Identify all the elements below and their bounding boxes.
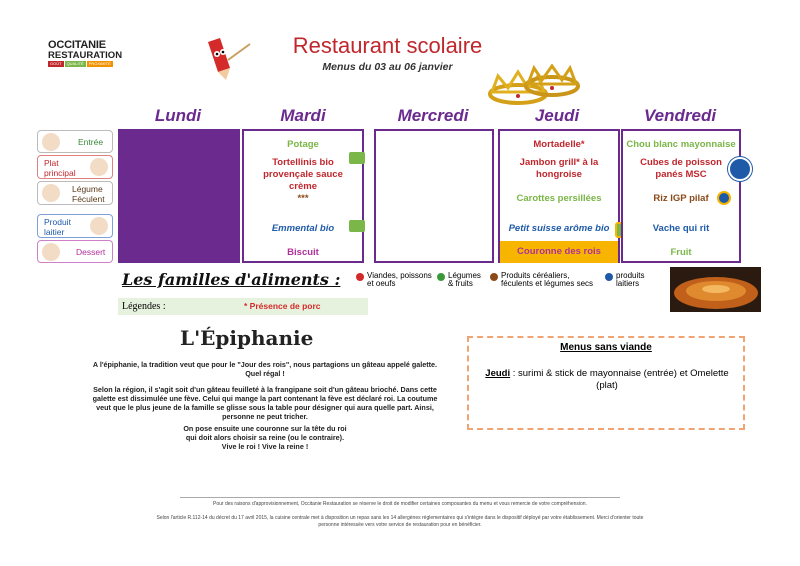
side-label-produit: Produit laitier	[37, 214, 113, 238]
chef-icon	[90, 158, 108, 176]
chef-icon	[42, 243, 60, 261]
menu-column-mercredi	[374, 129, 494, 263]
sans-viande-box	[467, 336, 745, 430]
vendredi-legume: Riz IGP pilaf	[653, 193, 709, 204]
brand-tag: GOÛT	[50, 61, 62, 66]
mardi-dessert: Biscuit	[287, 247, 319, 258]
chef-icon	[90, 217, 108, 235]
brand-tag: QUALITÉ	[66, 61, 84, 66]
brand-tag: PROXIMITÉ	[88, 61, 111, 66]
vendredi-entree: Chou blanc mayonnaise	[626, 139, 736, 150]
menu-column-jeudi	[498, 129, 620, 263]
famille-viandes: Viandes, poissons et oeufs	[356, 272, 434, 288]
jeudi-legume: Carottes persillées	[516, 193, 602, 204]
epiphanie-line: A l'épiphanie, la tradition veut que pour le "Jour des rois", nous partagions un gâteau appelé galette.	[92, 360, 438, 369]
bio-label-icon	[349, 220, 365, 232]
day-header-vendredi: Vendredi	[643, 106, 717, 125]
famille-dot	[605, 273, 613, 281]
mardi-entree: Potage	[287, 139, 319, 150]
side-label-dessert: Dessert	[37, 240, 113, 263]
crown-icon	[486, 64, 582, 110]
chef-icon	[42, 133, 60, 151]
galette-photo	[670, 267, 761, 312]
bio-label-icon	[349, 152, 365, 164]
sans-viande-title: Menus sans viande	[560, 342, 652, 353]
epiphanie-line: galette est dissimulée une fève. Celui qui mange la part contenant la fève est déclaré roi. La coutume	[92, 394, 438, 403]
epiphanie-line: On pose ensuite une couronne sur la tête du roi	[183, 424, 347, 433]
jeudi-dessert: Couronne des rois	[500, 241, 618, 263]
footer-line3: personne intéressée vers votre service de restauration pour en bénéficier.	[318, 522, 482, 528]
famille-legumes: Légumes & fruits	[437, 272, 487, 288]
famille-dot	[356, 273, 364, 281]
epiphanie-line: Quel régal !	[245, 369, 285, 378]
epiphanie-line: personne ne peut tricher.	[222, 412, 308, 421]
famille-dot	[490, 273, 498, 281]
side-label-entree: Entrée	[37, 130, 113, 153]
sans-viande-text: Jeudi : surimi & stick de mayonnaise (entrée) et Omelette (plat)	[485, 368, 729, 391]
mardi-laitier: Emmental bio	[271, 223, 335, 234]
day-header-lundi: Lundi	[154, 106, 202, 125]
day-header-jeudi: Jeudi	[534, 106, 580, 125]
mardi-plat: Tortellinis bio provençale sauce crème	[263, 157, 343, 192]
footer-divider	[180, 497, 620, 498]
chef-icon	[42, 184, 60, 202]
footer-line2: Selon l'article R.112-14 du décret du 17 avril 2015, la cuisine centrale met à disposition un repas sans les 14 allergènes réglementaires qui s'intègre dans le dispositif déployé par votre établissement. Merci d'orienter toute	[156, 515, 644, 521]
jeudi-laitier: Petit suisse arôme bio	[508, 223, 610, 234]
day-header-mercredi: Mercredi	[397, 106, 469, 125]
brand-logo-line1: OCCITANIE	[48, 39, 106, 51]
mardi-legume: ***	[297, 193, 309, 204]
famille-laitiers: produits laitiers	[605, 272, 663, 288]
page-subtitle: Menus du 03 au 06 janvier	[322, 61, 453, 73]
vendredi-laitier: Vache qui rit	[652, 223, 710, 234]
side-label-plat: Plat principal	[37, 155, 113, 179]
page-title: Restaurant scolaire	[292, 33, 483, 58]
legendes-bar: Légendes : * Présence de porc	[118, 298, 368, 315]
menu-column-lundi	[118, 129, 240, 263]
epiphanie-line: qui doit alors choisir sa reine (ou le contraire).	[185, 433, 345, 442]
jeudi-entree: Mortadelle*	[533, 139, 585, 150]
epiphanie-line: veut que le plus jeune de la famille se glisse sous la table pour désigner qui aura quelle part. Ainsi,	[96, 403, 434, 412]
footer-line1: Pour des raisons d'approvisionnement, Occitanie Restauration se réserve le droit de modifier certaines composantes du menu et vous remercie de votre compréhension.	[213, 501, 587, 507]
epiphanie-line: Selon la région, il s'agit soit d'un gâteau feuilleté à la frangipane soit d'un gâteau brioché. Dans cette	[93, 385, 437, 394]
epiphanie-line: Vive le roi ! Vive la reine !	[221, 442, 309, 451]
vendredi-plat: Cubes de poisson panés MSC	[640, 157, 722, 180]
jeudi-plat: Jambon grill* à la hongroise	[519, 157, 599, 180]
day-header-mardi: Mardi	[280, 106, 326, 125]
vendredi-dessert: Fruit	[670, 247, 692, 258]
brand-logo-line2: RESTAURATION	[48, 50, 123, 61]
familles-title: Les familles d'aliments :	[122, 270, 341, 289]
epiphanie-title: L'Épiphanie	[180, 326, 314, 350]
side-label-legume: Légume Féculent	[37, 181, 113, 205]
menu-column-mardi	[242, 129, 364, 263]
msc-label-icon	[728, 157, 752, 181]
igp-label-icon	[717, 191, 731, 205]
famille-cereales: Produits céréaliers, féculents et légumes secs	[490, 272, 602, 288]
famille-dot	[437, 273, 445, 281]
